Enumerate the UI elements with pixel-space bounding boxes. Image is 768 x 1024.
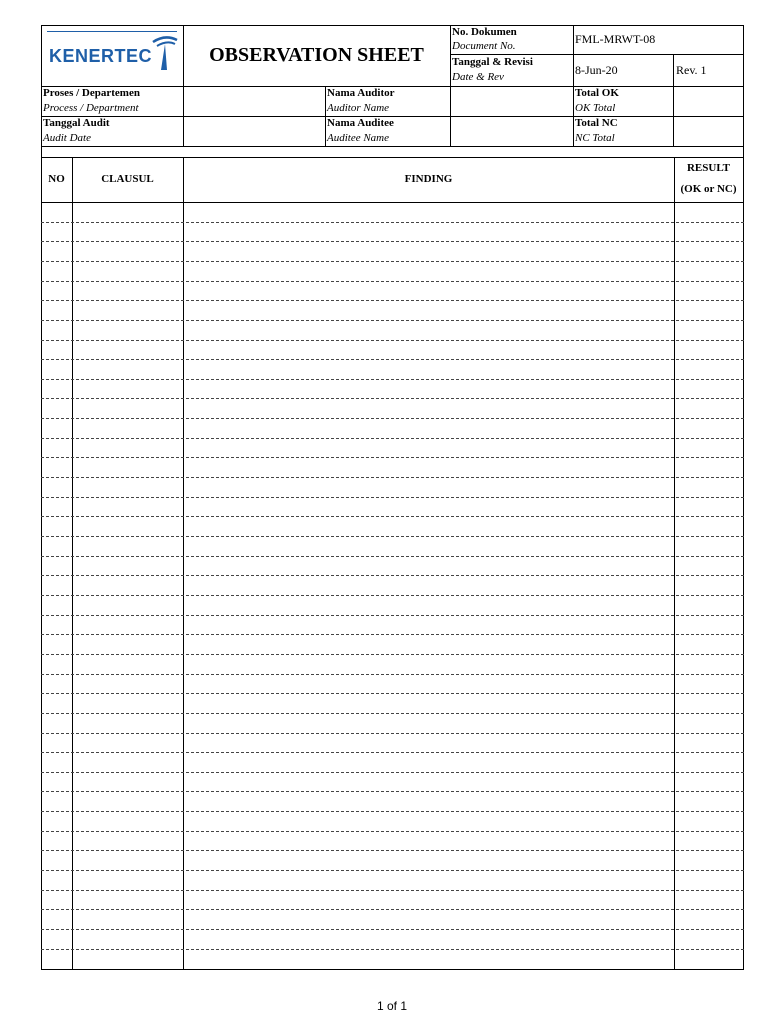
table-row[interactable] [41,733,744,734]
doc-no-value: FML-MRWT-08 [575,32,656,46]
table-row[interactable] [41,536,744,537]
doc-no-label: No. Dokumen [452,26,517,38]
table-row[interactable] [41,241,744,242]
table-row[interactable] [41,949,744,950]
date-rev-label: Tanggal & Revisi [452,56,533,68]
logo-swoosh-icon [151,32,179,72]
doc-no-label-en: Document No. [452,40,516,52]
table-row[interactable] [41,693,744,694]
table-row[interactable] [41,634,744,635]
col-header-finding: FINDING [404,173,453,185]
process-label: Proses / Departemen [43,87,140,99]
table-row[interactable] [41,929,744,930]
table-row[interactable] [41,438,744,439]
audit-date-value-field[interactable] [184,117,324,145]
col-header-result: RESULT [686,162,730,174]
process-value-field[interactable] [184,87,324,115]
auditor-label: Nama Auditor [327,87,395,99]
table-row[interactable] [41,477,744,478]
table-row[interactable] [41,850,744,851]
table-row[interactable] [41,398,744,399]
table-row[interactable] [41,281,744,282]
total-ok-value-field[interactable] [674,87,742,115]
table-row[interactable] [41,811,744,812]
table-row[interactable] [41,713,744,714]
table-row[interactable] [41,752,744,753]
table-row[interactable] [41,831,744,832]
table-row[interactable] [41,320,744,321]
table-row[interactable] [41,556,744,557]
date-value: 8-Jun-20 [575,63,618,77]
page-number: 1 of 1 [376,999,408,1013]
auditee-label-en: Auditee Name [327,132,390,144]
col-header-clausul: CLAUSUL [101,173,154,185]
table-row[interactable] [41,772,744,773]
table-row[interactable] [41,457,744,458]
table-row[interactable] [41,300,744,301]
table-row[interactable] [41,791,744,792]
col-header-result-sub: (OK or NC) [680,183,737,195]
table-row[interactable] [41,340,744,341]
rev-value: Rev. 1 [676,63,707,77]
auditor-label-en: Auditor Name [327,102,390,114]
total-nc-label-en: NC Total [575,132,615,144]
total-nc-label: Total NC [575,117,618,129]
date-rev-label-en: Date & Rev [452,71,504,83]
table-row[interactable] [41,379,744,380]
process-label-en: Process / Department [43,102,139,114]
table-row[interactable] [41,516,744,517]
table-row[interactable] [41,890,744,891]
page-title: OBSERVATION SHEET [209,44,424,66]
table-row[interactable] [41,909,744,910]
table-row[interactable] [41,261,744,262]
auditee-value-field[interactable] [451,117,572,145]
table-row[interactable] [41,418,744,419]
auditee-label: Nama Auditee [327,117,394,129]
col-header-no: NO [48,173,65,185]
audit-date-label-en: Audit Date [43,132,91,144]
table-row[interactable] [41,870,744,871]
total-ok-label-en: OK Total [575,102,616,114]
company-logo [47,30,179,80]
table-row[interactable] [41,674,744,675]
total-nc-value-field[interactable] [674,117,742,145]
total-ok-label: Total OK [575,87,619,99]
table-row[interactable] [41,595,744,596]
table-row[interactable] [41,575,744,576]
table-row[interactable] [41,615,744,616]
table-row[interactable] [41,654,744,655]
table-row[interactable] [41,497,744,498]
table-row[interactable] [41,222,744,223]
auditor-value-field[interactable] [451,87,572,115]
audit-date-label: Tanggal Audit [43,117,110,129]
logo-text: KENERTEC [49,46,153,66]
table-row[interactable] [41,359,744,360]
